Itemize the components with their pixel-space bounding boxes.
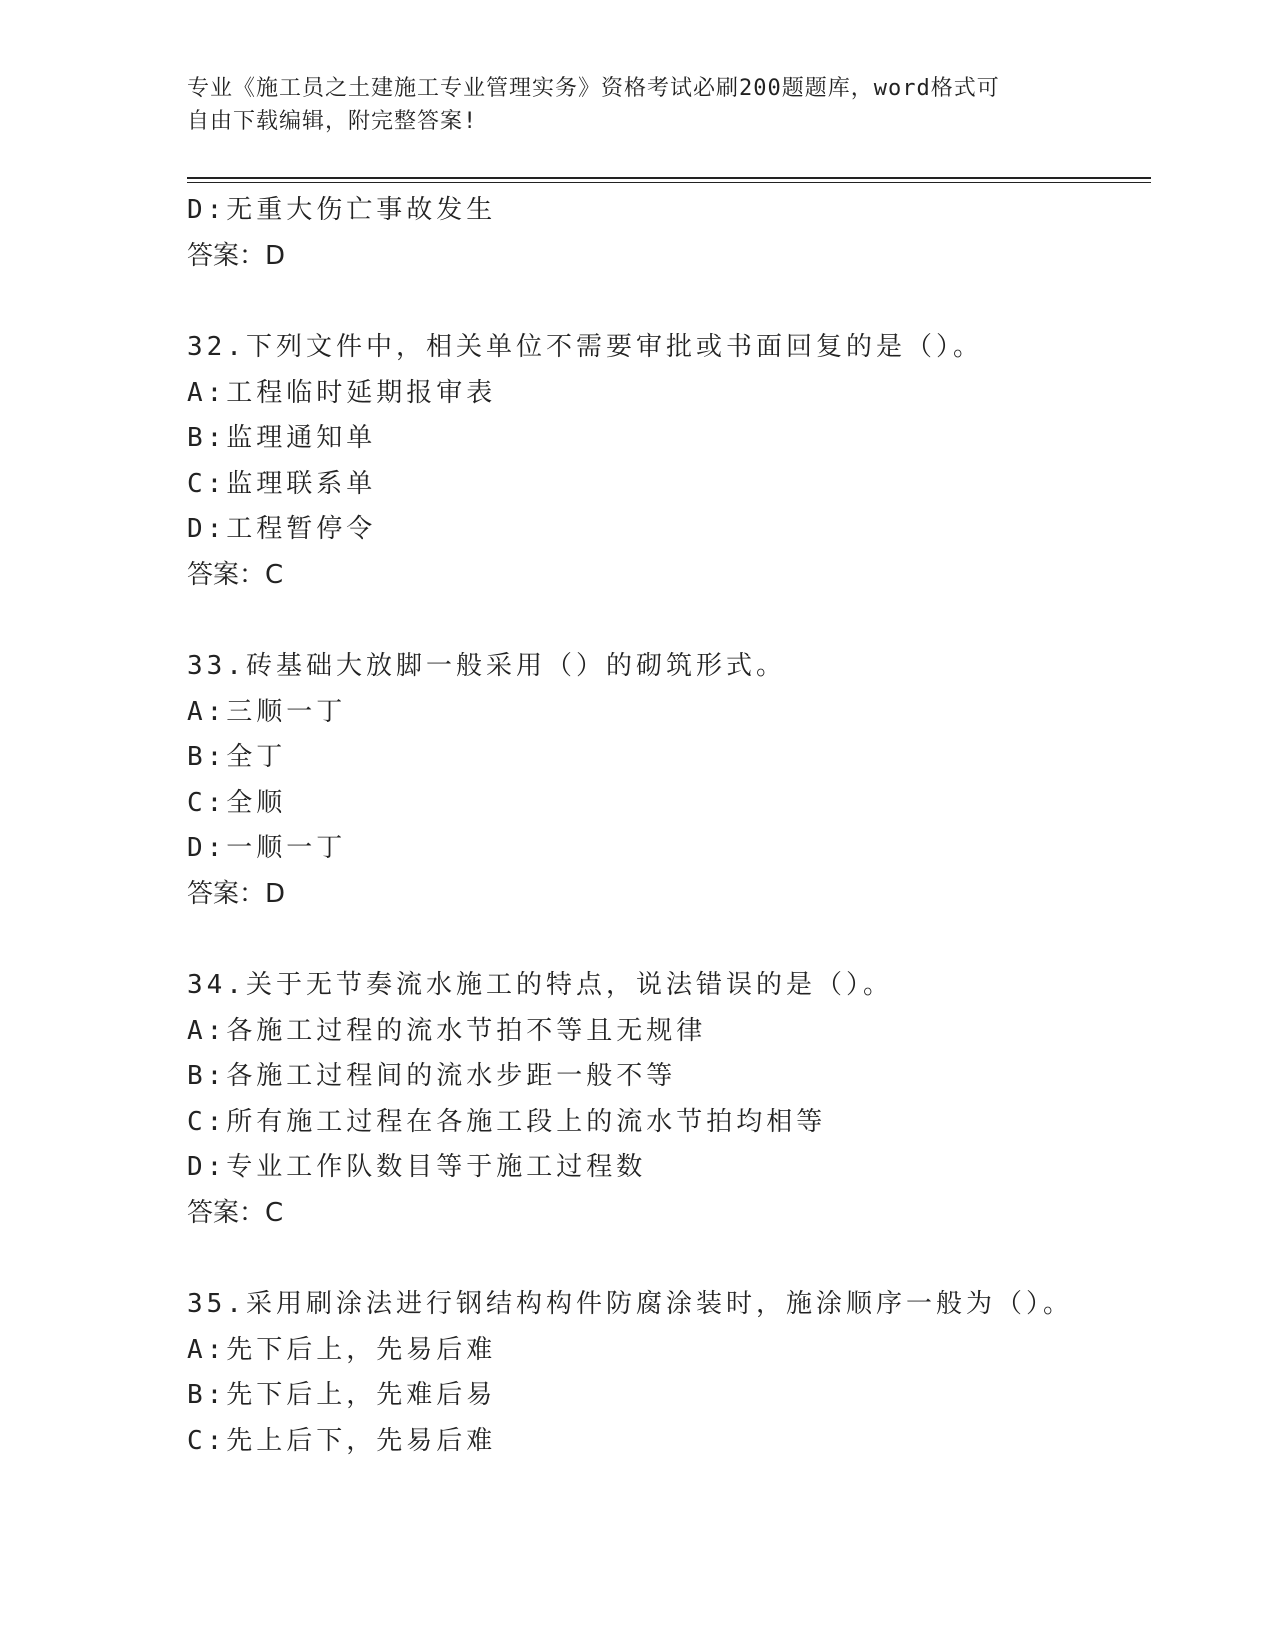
question-32-answer: 答案：C — [187, 559, 284, 590]
spacer — [187, 598, 1151, 644]
header-divider-thick — [187, 177, 1151, 179]
question-34-option-c: C:所有施工过程在各施工段上的流水节拍均相等 — [187, 1106, 827, 1137]
question-35-stem: 35.采用刷涂法进行钢结构构件防腐涂装时，施涂顺序一般为（）。 — [187, 1289, 1073, 1319]
question-34-option-a: A:各施工过程的流水节拍不等且无规律 — [187, 1015, 707, 1046]
header-title-line-1: 专业《施工员之土建施工专业管理实务》资格考试必刷200题题库，word格式可 — [187, 76, 1000, 101]
question-34-answer: 答案：C — [187, 1197, 284, 1228]
question-33-option-b: B:全丁 — [187, 742, 287, 772]
spacer — [187, 1236, 1151, 1282]
question-32-option-c: C:监理联系单 — [187, 468, 377, 499]
question-35-option-b: B:先下后上，先难后易 — [187, 1380, 497, 1410]
question-32-stem: 32.下列文件中，相关单位不需要审批或书面回复的是（）。 — [187, 332, 983, 362]
question-35-option-a: A:先下后上，先易后难 — [187, 1334, 497, 1365]
question-34-stem: 34.关于无节奏流水施工的特点，说法错误的是（）。 — [187, 970, 893, 1000]
question-33-option-c: C:全顺 — [187, 787, 287, 818]
question-list — [187, 188, 1151, 1464]
question-34-option-b: B:各施工过程间的流水步距一般不等 — [187, 1061, 677, 1091]
spacer — [187, 279, 1151, 325]
question-33-option-d: D:一顺一丁 — [187, 833, 347, 863]
question-32-option-a: A:工程临时延期报审表 — [187, 377, 497, 408]
question-34-option-d: D:专业工作队数目等于施工过程数 — [187, 1152, 647, 1182]
question-32-option-d: D:工程暂停令 — [187, 514, 377, 544]
question-31-answer: 答案：D — [187, 240, 286, 271]
question-35-option-c: C:先上后下，先易后难 — [187, 1425, 497, 1456]
spacer — [187, 917, 1151, 963]
question-32-option-b: B:监理通知单 — [187, 423, 377, 453]
question-31-option-d: D:无重大伤亡事故发生 — [187, 195, 497, 225]
question-33-answer: 答案：D — [187, 878, 286, 909]
header-divider-thin — [187, 182, 1151, 183]
document-header — [187, 72, 1087, 138]
header-title-line-2: 自由下载编辑，附完整答案! — [187, 109, 478, 134]
question-33-stem: 33.砖基础大放脚一般采用（）的砌筑形式。 — [187, 651, 786, 681]
question-33-option-a: A:三顺一丁 — [187, 696, 347, 727]
